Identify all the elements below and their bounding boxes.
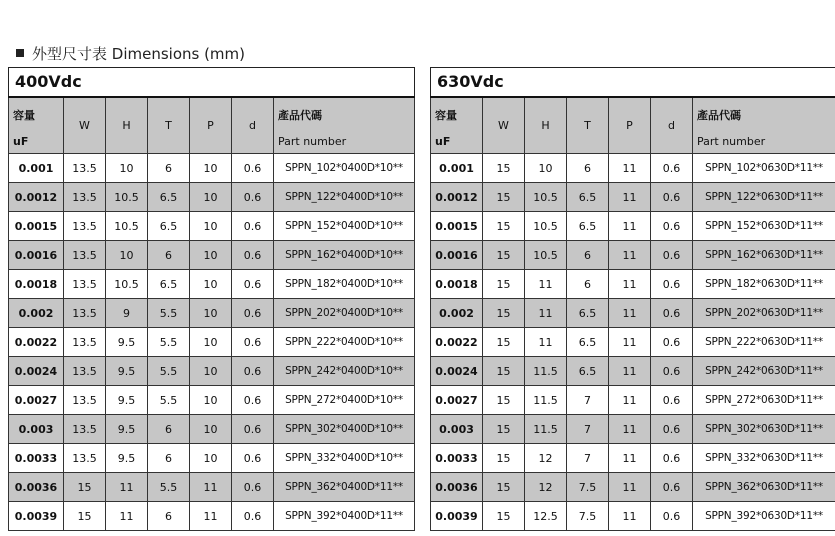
cell-capacitance: 0.001	[431, 154, 483, 183]
cell-h: 10.5	[525, 212, 567, 241]
cell-part-number: SPPN_152*0630D*11**	[693, 212, 835, 241]
cell-p: 10	[190, 444, 232, 473]
cell-p: 11	[609, 328, 651, 357]
cell-w: 13.5	[64, 415, 106, 444]
cell-w: 15	[483, 212, 525, 241]
table-row	[9, 270, 415, 299]
cell-capacitance: 0.0039	[431, 502, 483, 531]
cell-p: 11	[609, 212, 651, 241]
voltage-title: 630Vdc	[430, 67, 835, 96]
cell-p: 11	[609, 183, 651, 212]
table-row	[9, 154, 415, 183]
cell-t: 6.5	[148, 212, 190, 241]
cell-part-number: SPPN_162*0630D*11**	[693, 241, 835, 270]
cell-h: 12.5	[525, 502, 567, 531]
cell-capacitance: 0.0015	[9, 212, 64, 241]
cell-h: 11.5	[525, 386, 567, 415]
cell-w: 13.5	[64, 154, 106, 183]
cell-h: 12	[525, 473, 567, 502]
table-row	[431, 357, 835, 386]
table-row	[9, 473, 415, 502]
cell-t: 6	[148, 241, 190, 270]
cell-p: 11	[609, 502, 651, 531]
cell-capacitance: 0.0036	[431, 473, 483, 502]
header-part-number: 產品代碼 Part number	[693, 97, 835, 154]
cell-d: 0.6	[232, 502, 274, 531]
cell-p: 10	[190, 386, 232, 415]
cell-t: 5.5	[148, 357, 190, 386]
cell-w: 15	[483, 270, 525, 299]
table-row	[431, 473, 835, 502]
cell-t: 6.5	[567, 212, 609, 241]
table-header-row	[9, 97, 415, 154]
header-t: T	[148, 97, 190, 154]
table-row	[431, 241, 835, 270]
cell-d: 0.6	[651, 444, 693, 473]
table-body	[431, 97, 835, 531]
voltage-title: 400Vdc	[8, 67, 415, 96]
cell-part-number: SPPN_332*0630D*11**	[693, 444, 835, 473]
cell-d: 0.6	[651, 212, 693, 241]
table-row	[431, 299, 835, 328]
cell-d: 0.6	[651, 473, 693, 502]
cell-d: 0.6	[651, 241, 693, 270]
table-row	[9, 212, 415, 241]
cell-d: 0.6	[232, 415, 274, 444]
cell-d: 0.6	[651, 299, 693, 328]
cell-h: 11.5	[525, 415, 567, 444]
cell-p: 11	[609, 444, 651, 473]
cell-part-number: SPPN_242*0400D*10**	[274, 357, 415, 386]
cell-d: 0.6	[651, 328, 693, 357]
cell-t: 6.5	[567, 299, 609, 328]
table-row	[431, 502, 835, 531]
cell-w: 13.5	[64, 183, 106, 212]
cell-d: 0.6	[232, 299, 274, 328]
cell-part-number: SPPN_272*0630D*11**	[693, 386, 835, 415]
cell-d: 0.6	[232, 183, 274, 212]
dimensions-table	[8, 96, 415, 531]
header-p: P	[190, 97, 232, 154]
cell-w: 15	[64, 473, 106, 502]
cell-part-number: SPPN_102*0400D*10**	[274, 154, 415, 183]
cell-t: 5.5	[148, 386, 190, 415]
cell-t: 7	[567, 386, 609, 415]
cell-w: 13.5	[64, 299, 106, 328]
cell-capacitance: 0.0018	[9, 270, 64, 299]
cell-h: 11	[106, 502, 148, 531]
cell-w: 15	[64, 502, 106, 531]
cell-p: 11	[609, 415, 651, 444]
cell-w: 13.5	[64, 270, 106, 299]
header-w: W	[64, 97, 106, 154]
cell-capacitance: 0.0022	[9, 328, 64, 357]
cell-w: 13.5	[64, 212, 106, 241]
cell-w: 13.5	[64, 328, 106, 357]
cell-t: 6.5	[567, 357, 609, 386]
cell-w: 15	[483, 386, 525, 415]
cell-d: 0.6	[651, 415, 693, 444]
cell-capacitance: 0.0016	[9, 241, 64, 270]
cell-h: 9	[106, 299, 148, 328]
cell-capacitance: 0.0012	[9, 183, 64, 212]
cell-h: 10.5	[106, 212, 148, 241]
table-row	[431, 386, 835, 415]
cell-h: 11	[525, 328, 567, 357]
cell-p: 11	[190, 473, 232, 502]
header-w: W	[483, 97, 525, 154]
cell-t: 5.5	[148, 299, 190, 328]
cell-capacitance: 0.0024	[431, 357, 483, 386]
table-row	[9, 183, 415, 212]
table-row	[9, 502, 415, 531]
cell-capacitance: 0.0024	[9, 357, 64, 386]
table-row	[9, 415, 415, 444]
cell-capacitance: 0.002	[431, 299, 483, 328]
cell-t: 6	[148, 415, 190, 444]
cell-d: 0.6	[232, 386, 274, 415]
cell-p: 10	[190, 154, 232, 183]
cell-h: 9.5	[106, 415, 148, 444]
cell-part-number: SPPN_182*0400D*10**	[274, 270, 415, 299]
header-d: d	[232, 97, 274, 154]
cell-part-number: SPPN_202*0630D*11**	[693, 299, 835, 328]
cell-p: 10	[190, 299, 232, 328]
cell-w: 15	[483, 444, 525, 473]
table-row	[9, 357, 415, 386]
table-row	[431, 270, 835, 299]
cell-t: 6	[148, 502, 190, 531]
cell-p: 11	[609, 154, 651, 183]
cell-p: 11	[609, 386, 651, 415]
cell-w: 15	[483, 154, 525, 183]
table-body	[9, 97, 415, 531]
cell-part-number: SPPN_332*0400D*10**	[274, 444, 415, 473]
header-part-number: 產品代碼 Part number	[274, 97, 415, 154]
cell-capacitance: 0.001	[9, 154, 64, 183]
cell-w: 13.5	[64, 357, 106, 386]
cell-w: 15	[483, 502, 525, 531]
cell-part-number: SPPN_102*0630D*11**	[693, 154, 835, 183]
cell-t: 6.5	[148, 270, 190, 299]
cell-d: 0.6	[651, 386, 693, 415]
table-row	[9, 386, 415, 415]
header-h: H	[525, 97, 567, 154]
cell-d: 0.6	[232, 270, 274, 299]
cell-w: 13.5	[64, 386, 106, 415]
cell-capacitance: 0.002	[9, 299, 64, 328]
cell-w: 15	[483, 328, 525, 357]
cell-d: 0.6	[651, 270, 693, 299]
cell-part-number: SPPN_362*0400D*11**	[274, 473, 415, 502]
cell-part-number: SPPN_182*0630D*11**	[693, 270, 835, 299]
dimensions-heading	[16, 43, 245, 64]
cell-p: 11	[609, 241, 651, 270]
cell-h: 9.5	[106, 357, 148, 386]
cell-capacitance: 0.0033	[9, 444, 64, 473]
cell-t: 6	[567, 154, 609, 183]
cell-d: 0.6	[651, 502, 693, 531]
cell-h: 11	[525, 299, 567, 328]
cell-capacitance: 0.0039	[9, 502, 64, 531]
cell-capacitance: 0.0022	[431, 328, 483, 357]
cell-h: 9.5	[106, 386, 148, 415]
cell-h: 10	[106, 241, 148, 270]
cell-t: 5.5	[148, 473, 190, 502]
cell-capacitance: 0.0027	[9, 386, 64, 415]
cell-w: 13.5	[64, 444, 106, 473]
cell-t: 6	[148, 444, 190, 473]
cell-p: 11	[609, 270, 651, 299]
cell-capacitance: 0.0016	[431, 241, 483, 270]
cell-t: 7.5	[567, 473, 609, 502]
cell-h: 12	[525, 444, 567, 473]
cell-t: 6	[567, 241, 609, 270]
square-bullet-icon	[16, 49, 24, 57]
cell-part-number: SPPN_222*0400D*10**	[274, 328, 415, 357]
cell-d: 0.6	[651, 154, 693, 183]
cell-capacitance: 0.0033	[431, 444, 483, 473]
header-d: d	[651, 97, 693, 154]
table-row	[431, 328, 835, 357]
cell-part-number: SPPN_152*0400D*10**	[274, 212, 415, 241]
cell-w: 15	[483, 299, 525, 328]
cell-part-number: SPPN_242*0630D*11**	[693, 357, 835, 386]
cell-h: 11.5	[525, 357, 567, 386]
cell-t: 6.5	[567, 183, 609, 212]
cell-t: 6	[567, 270, 609, 299]
cell-h: 9.5	[106, 328, 148, 357]
dimensions-heading-text: 外型尺寸表 Dimensions (mm)	[32, 45, 246, 63]
cell-part-number: SPPN_222*0630D*11**	[693, 328, 835, 357]
table-row	[9, 299, 415, 328]
header-capacitance: 容量 uF	[9, 97, 64, 154]
cell-w: 15	[483, 241, 525, 270]
cell-p: 10	[190, 183, 232, 212]
table-panel-400vdc	[8, 67, 415, 531]
cell-h: 10	[525, 154, 567, 183]
cell-p: 10	[190, 415, 232, 444]
cell-capacitance: 0.003	[431, 415, 483, 444]
table-row	[431, 154, 835, 183]
cell-capacitance: 0.003	[9, 415, 64, 444]
table-panel-630vdc	[430, 67, 835, 531]
cell-h: 11	[525, 270, 567, 299]
cell-capacitance: 0.0012	[431, 183, 483, 212]
cell-d: 0.6	[651, 183, 693, 212]
cell-t: 7.5	[567, 502, 609, 531]
cell-d: 0.6	[232, 473, 274, 502]
cell-d: 0.6	[232, 212, 274, 241]
cell-p: 10	[190, 328, 232, 357]
cell-w: 15	[483, 183, 525, 212]
header-p: P	[609, 97, 651, 154]
cell-capacitance: 0.0036	[9, 473, 64, 502]
table-row	[9, 328, 415, 357]
cell-capacitance: 0.0027	[431, 386, 483, 415]
cell-p: 11	[609, 299, 651, 328]
table-row	[9, 241, 415, 270]
cell-p: 11	[609, 357, 651, 386]
cell-p: 10	[190, 212, 232, 241]
cell-capacitance: 0.0015	[431, 212, 483, 241]
cell-part-number: SPPN_362*0630D*11**	[693, 473, 835, 502]
cell-part-number: SPPN_122*0400D*10**	[274, 183, 415, 212]
cell-p: 11	[609, 473, 651, 502]
cell-h: 10.5	[525, 241, 567, 270]
cell-w: 15	[483, 415, 525, 444]
cell-p: 11	[190, 502, 232, 531]
cell-part-number: SPPN_202*0400D*10**	[274, 299, 415, 328]
cell-p: 10	[190, 241, 232, 270]
cell-t: 6	[148, 154, 190, 183]
cell-w: 15	[483, 473, 525, 502]
cell-part-number: SPPN_122*0630D*11**	[693, 183, 835, 212]
table-row	[9, 444, 415, 473]
cell-h: 11	[106, 473, 148, 502]
table-row	[431, 415, 835, 444]
cell-part-number: SPPN_272*0400D*10**	[274, 386, 415, 415]
cell-part-number: SPPN_162*0400D*10**	[274, 241, 415, 270]
cell-d: 0.6	[232, 357, 274, 386]
cell-part-number: SPPN_302*0400D*10**	[274, 415, 415, 444]
cell-t: 6.5	[567, 328, 609, 357]
cell-h: 10	[106, 154, 148, 183]
cell-d: 0.6	[232, 444, 274, 473]
cell-h: 10.5	[106, 270, 148, 299]
cell-t: 6.5	[148, 183, 190, 212]
cell-w: 15	[483, 357, 525, 386]
cell-h: 10.5	[106, 183, 148, 212]
cell-t: 7	[567, 415, 609, 444]
cell-capacitance: 0.0018	[431, 270, 483, 299]
cell-part-number: SPPN_302*0630D*11**	[693, 415, 835, 444]
cell-w: 13.5	[64, 241, 106, 270]
dimensions-table	[430, 96, 835, 531]
cell-d: 0.6	[232, 328, 274, 357]
table-header-row	[431, 97, 835, 154]
cell-t: 7	[567, 444, 609, 473]
table-row	[431, 444, 835, 473]
cell-d: 0.6	[232, 241, 274, 270]
cell-part-number: SPPN_392*0400D*11**	[274, 502, 415, 531]
cell-d: 0.6	[232, 154, 274, 183]
cell-h: 9.5	[106, 444, 148, 473]
cell-t: 5.5	[148, 328, 190, 357]
cell-part-number: SPPN_392*0630D*11**	[693, 502, 835, 531]
cell-d: 0.6	[651, 357, 693, 386]
header-capacitance: 容量 uF	[431, 97, 483, 154]
cell-p: 10	[190, 357, 232, 386]
header-t: T	[567, 97, 609, 154]
table-row	[431, 183, 835, 212]
table-row	[431, 212, 835, 241]
cell-h: 10.5	[525, 183, 567, 212]
cell-p: 10	[190, 270, 232, 299]
header-h: H	[106, 97, 148, 154]
